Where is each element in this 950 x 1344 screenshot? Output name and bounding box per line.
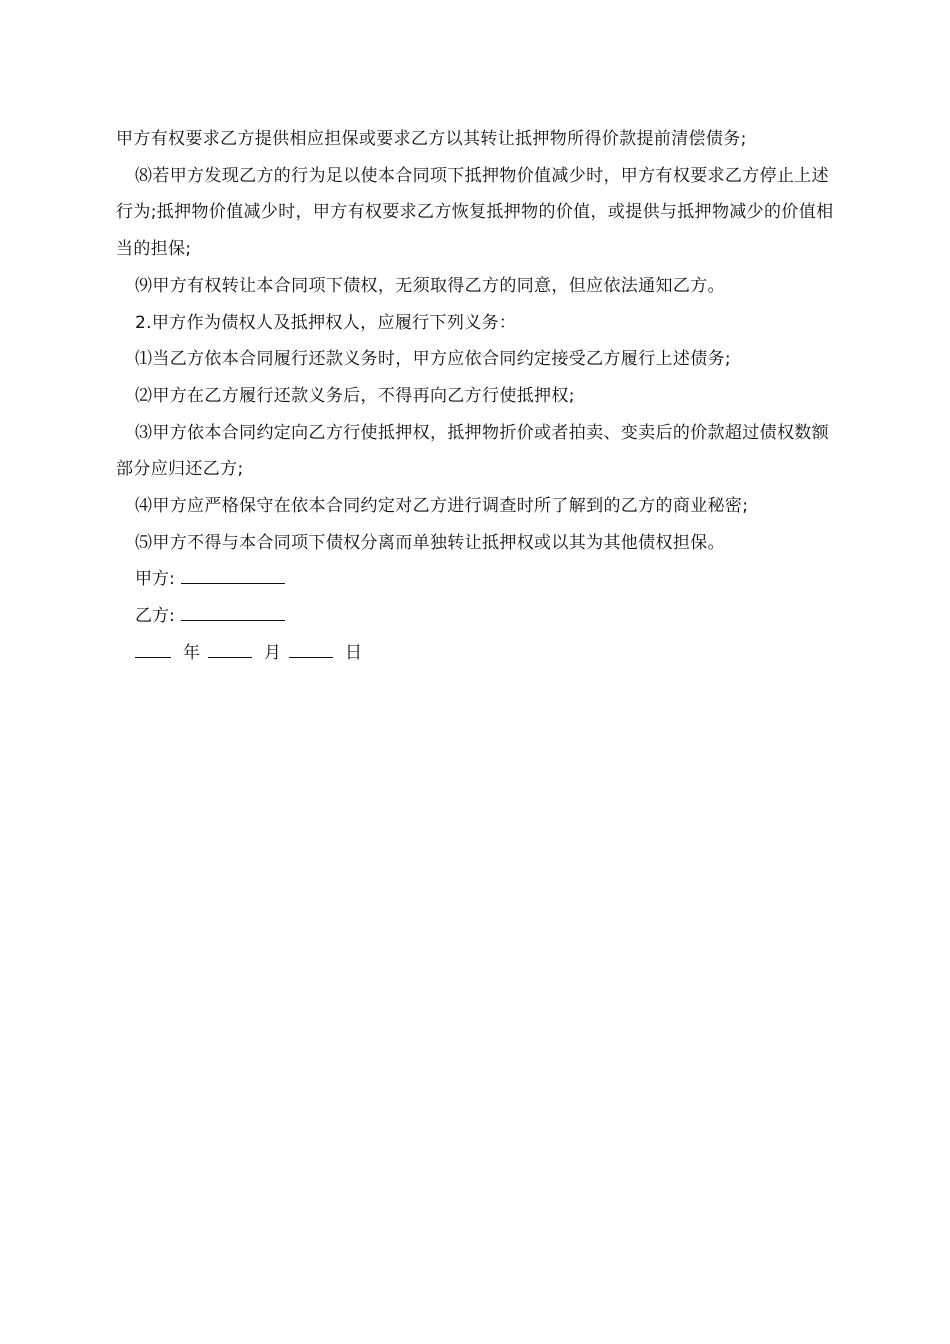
party-b-label: 乙方: (135, 606, 175, 627)
paragraph-obligation-3: ⑶甲方依本合同约定向乙方行使抵押权，抵押物折价或者拍卖、变卖后的价款超过债权数额部分应归还乙方; (116, 422, 829, 480)
paragraph-item-9: ⑼甲方有权转让本合同项下债权，无须取得乙方的同意，但应依法通知乙方。 (135, 275, 725, 296)
contract-body (116, 121, 836, 672)
party-b-blank (181, 600, 285, 621)
paragraph-obligation-1: ⑴当乙方依本合同履行还款义务时，甲方应依合同约定接受乙方履行上述债务; (135, 349, 731, 370)
month-label: 月 (264, 642, 281, 663)
party-a-blank (181, 563, 285, 584)
date-line (116, 635, 836, 672)
paragraph-item-8: ⑻若甲方发现乙方的行为足以使本合同项下抵押物价值减少时，甲方有权要求乙方停止上述行为;抵押物价值减少时，甲方有权要求乙方恢复抵押物的价值，或提供与抵押物减少的价值相当的担保; (116, 165, 834, 260)
paragraph-section-2: 2.甲方作为债权人及抵押权人，应履行下列义务： (135, 312, 517, 333)
paragraph-obligation-5: ⑸甲方不得与本合同项下债权分离而单独转让抵押权或以其为其他债权担保。 (135, 532, 725, 553)
day-blank (289, 637, 333, 658)
party-b-signature-line (116, 598, 836, 635)
paragraph-guarantee-demand: 甲方有权要求乙方提供相应担保或要求乙方以其转让抵押物所得价款提前清偿债务; (116, 129, 747, 149)
year-blank (135, 637, 171, 658)
party-a-signature-line (116, 561, 836, 598)
year-label: 年 (183, 642, 200, 663)
paragraph-obligation-2: ⑵甲方在乙方履行还款义务后，不得再向乙方行使抵押权; (135, 385, 575, 406)
paragraph-obligation-4: ⑷甲方应严格保守在依本合同约定对乙方进行调查时所了解到的乙方的商业秘密; (135, 496, 749, 517)
party-a-label: 甲方: (135, 569, 175, 590)
month-blank (208, 637, 252, 658)
day-label: 日 (345, 642, 362, 663)
